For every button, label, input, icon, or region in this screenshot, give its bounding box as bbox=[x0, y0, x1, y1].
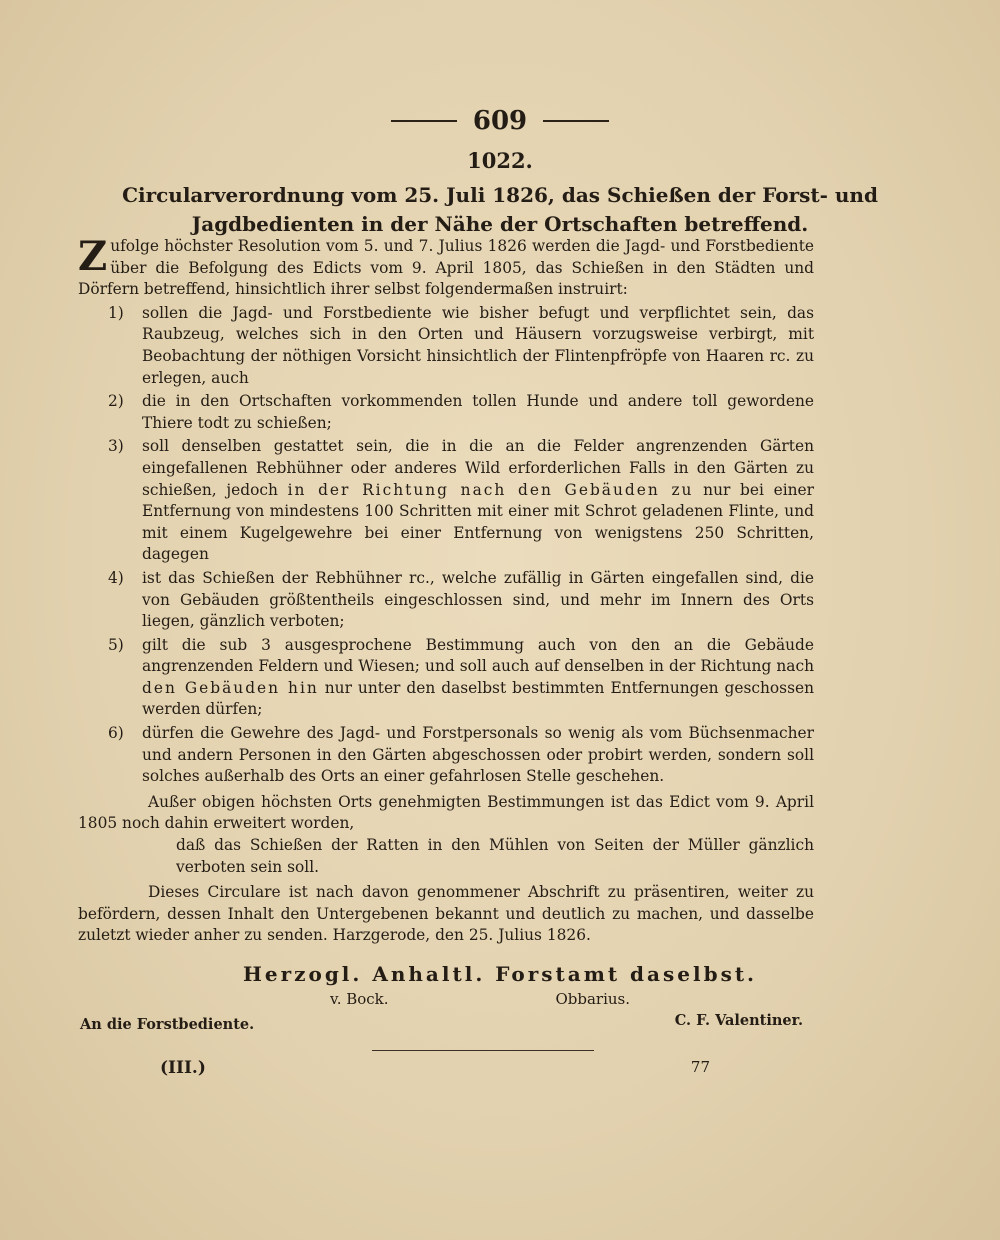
item-text-emphasis: den Gebäuden hin bbox=[142, 678, 319, 697]
item-text-part: gilt die sub 3 ausgesprochene Bestimmung auch von den an die Gebäude angrenzenden Feldern und Wiesen; und soll auch auf denselben in der Richtung nach bbox=[142, 635, 814, 676]
extension-detail: daß das Schießen der Ratten in den Mühlen von Seiten der Müller gänzlich verboten sein soll. bbox=[176, 836, 814, 876]
list-item bbox=[78, 436, 814, 566]
item-text-part: nur bei einer Entfernung von mindestens 100 Schritten mit einer mit Schrot geladenen Flinte, und mit einem Kugelgewehre bei einer Entfernung von wenigstens 250 Schritten, dagegen bbox=[142, 480, 814, 564]
item-number: 4) bbox=[108, 568, 124, 587]
item-number: 2) bbox=[108, 392, 124, 411]
document-number: 1022. bbox=[467, 148, 533, 173]
intro-paragraph: Zufolge höchster Resolution vom 5. und 7. Julius 1826 werden die Jagd- und Forstbediente über die Befolgung des Edicts vom 9. April 1805, das Schießen in den Städten und Dörfern betreffend, hinsichtlich ihrer selbst folgendermaßen instruirt: bbox=[78, 233, 814, 299]
addressee: An die Forstbediente. bbox=[80, 1016, 255, 1033]
list-item bbox=[78, 635, 814, 721]
item-text bbox=[142, 635, 814, 721]
extension-paragraph: Außer obigen höchsten Orts genehmigten Bestimmungen ist das Edict vom 9. April 1805 noch dahin erweitert worden, bbox=[78, 792, 814, 833]
page-header bbox=[0, 104, 1000, 138]
footer-signature-mark: (III.) bbox=[160, 1058, 206, 1078]
list-item bbox=[78, 568, 814, 633]
item-text-part: nur unter den daselbst bestimmten Entfernungen geschossen werden dürfen; bbox=[142, 678, 814, 719]
signature-name: Obbarius. bbox=[555, 990, 630, 1008]
header-rule-right bbox=[543, 120, 609, 122]
list-item bbox=[78, 723, 814, 788]
list-item bbox=[78, 303, 814, 389]
item-text bbox=[142, 436, 814, 566]
signature-name: v. Bock. bbox=[330, 990, 389, 1008]
closing-paragraph: Dieses Circulare ist nach davon genommener Abschrift zu präsentiren, weiter zu befördern, dessen Inhalt den Untergebenen bekannt und deutlich zu machen, und dasselbe zuletzt wieder anher zu senden. Harzgerode, den 25. Julius 1826. bbox=[78, 883, 814, 945]
item-text: die in den Ortschaften vorkommenden tollen Hunde und andere toll gewordene Thiere todt zu schießen; bbox=[142, 392, 814, 432]
footer-sheet-number: 77 bbox=[690, 1058, 710, 1076]
signature-office: Herzogl. Anhaltl. Forstamt daselbst. bbox=[242, 962, 758, 986]
document-title: Circularverordnung vom 25. Juli 1826, das Schießen der Forst- und Jagdbedienten in der Nähe der Ortschaften betreffend. bbox=[122, 183, 878, 236]
signature-names bbox=[330, 990, 630, 1008]
item-text: sollen die Jagd- und Forstbediente wie bisher befugt und verpflichtet sein, das Raubzeug, welches sich in den Orten und Häusern vorzugsweise verbirgt, mit Beobachtung der nöthigen Vorsicht hinsichtlich der Flintenpfröpfe von Haaren rc. zu erlegen, auch bbox=[142, 303, 814, 387]
document-body bbox=[78, 233, 814, 947]
footer-rule bbox=[372, 1050, 594, 1051]
item-text: dürfen die Gewehre des Jagd- und Forstpersonals so wenig als vom Büchsenmacher und andern Personen in den Gärten abgeschossen oder probirt werden, sondern soll solches außerhalb des Orts an einer gefahrlosen Stelle geschehen. bbox=[142, 724, 814, 786]
item-text-part: soll denselben gestattet sein, die in die an die Felder angrenzenden Gärten eingefallenen Rebhühner oder anderes Wild erforderlichen Falls in den Gärten zu schießen, jedoch bbox=[142, 437, 814, 499]
item-number: 5) bbox=[108, 635, 124, 654]
item-number: 6) bbox=[108, 724, 124, 743]
item-number: 1) bbox=[108, 303, 124, 322]
item-text: ist das Schießen der Rebhühner rc., welche zufällig in Gärten eingefallen sind, die von Gebäuden größtentheils eingeschlossen sind, und mehr im Innern des Orts liegen, gänzlich verboten; bbox=[142, 568, 814, 631]
page-number: 609 bbox=[472, 106, 528, 136]
item-text-emphasis: in der Richtung nach den Gebäuden zu bbox=[287, 480, 694, 499]
signature-clerk: C. F. Valentiner. bbox=[674, 1012, 803, 1029]
item-number: 3) bbox=[108, 437, 124, 456]
header-rule-left bbox=[391, 120, 457, 122]
list-item bbox=[78, 391, 814, 434]
